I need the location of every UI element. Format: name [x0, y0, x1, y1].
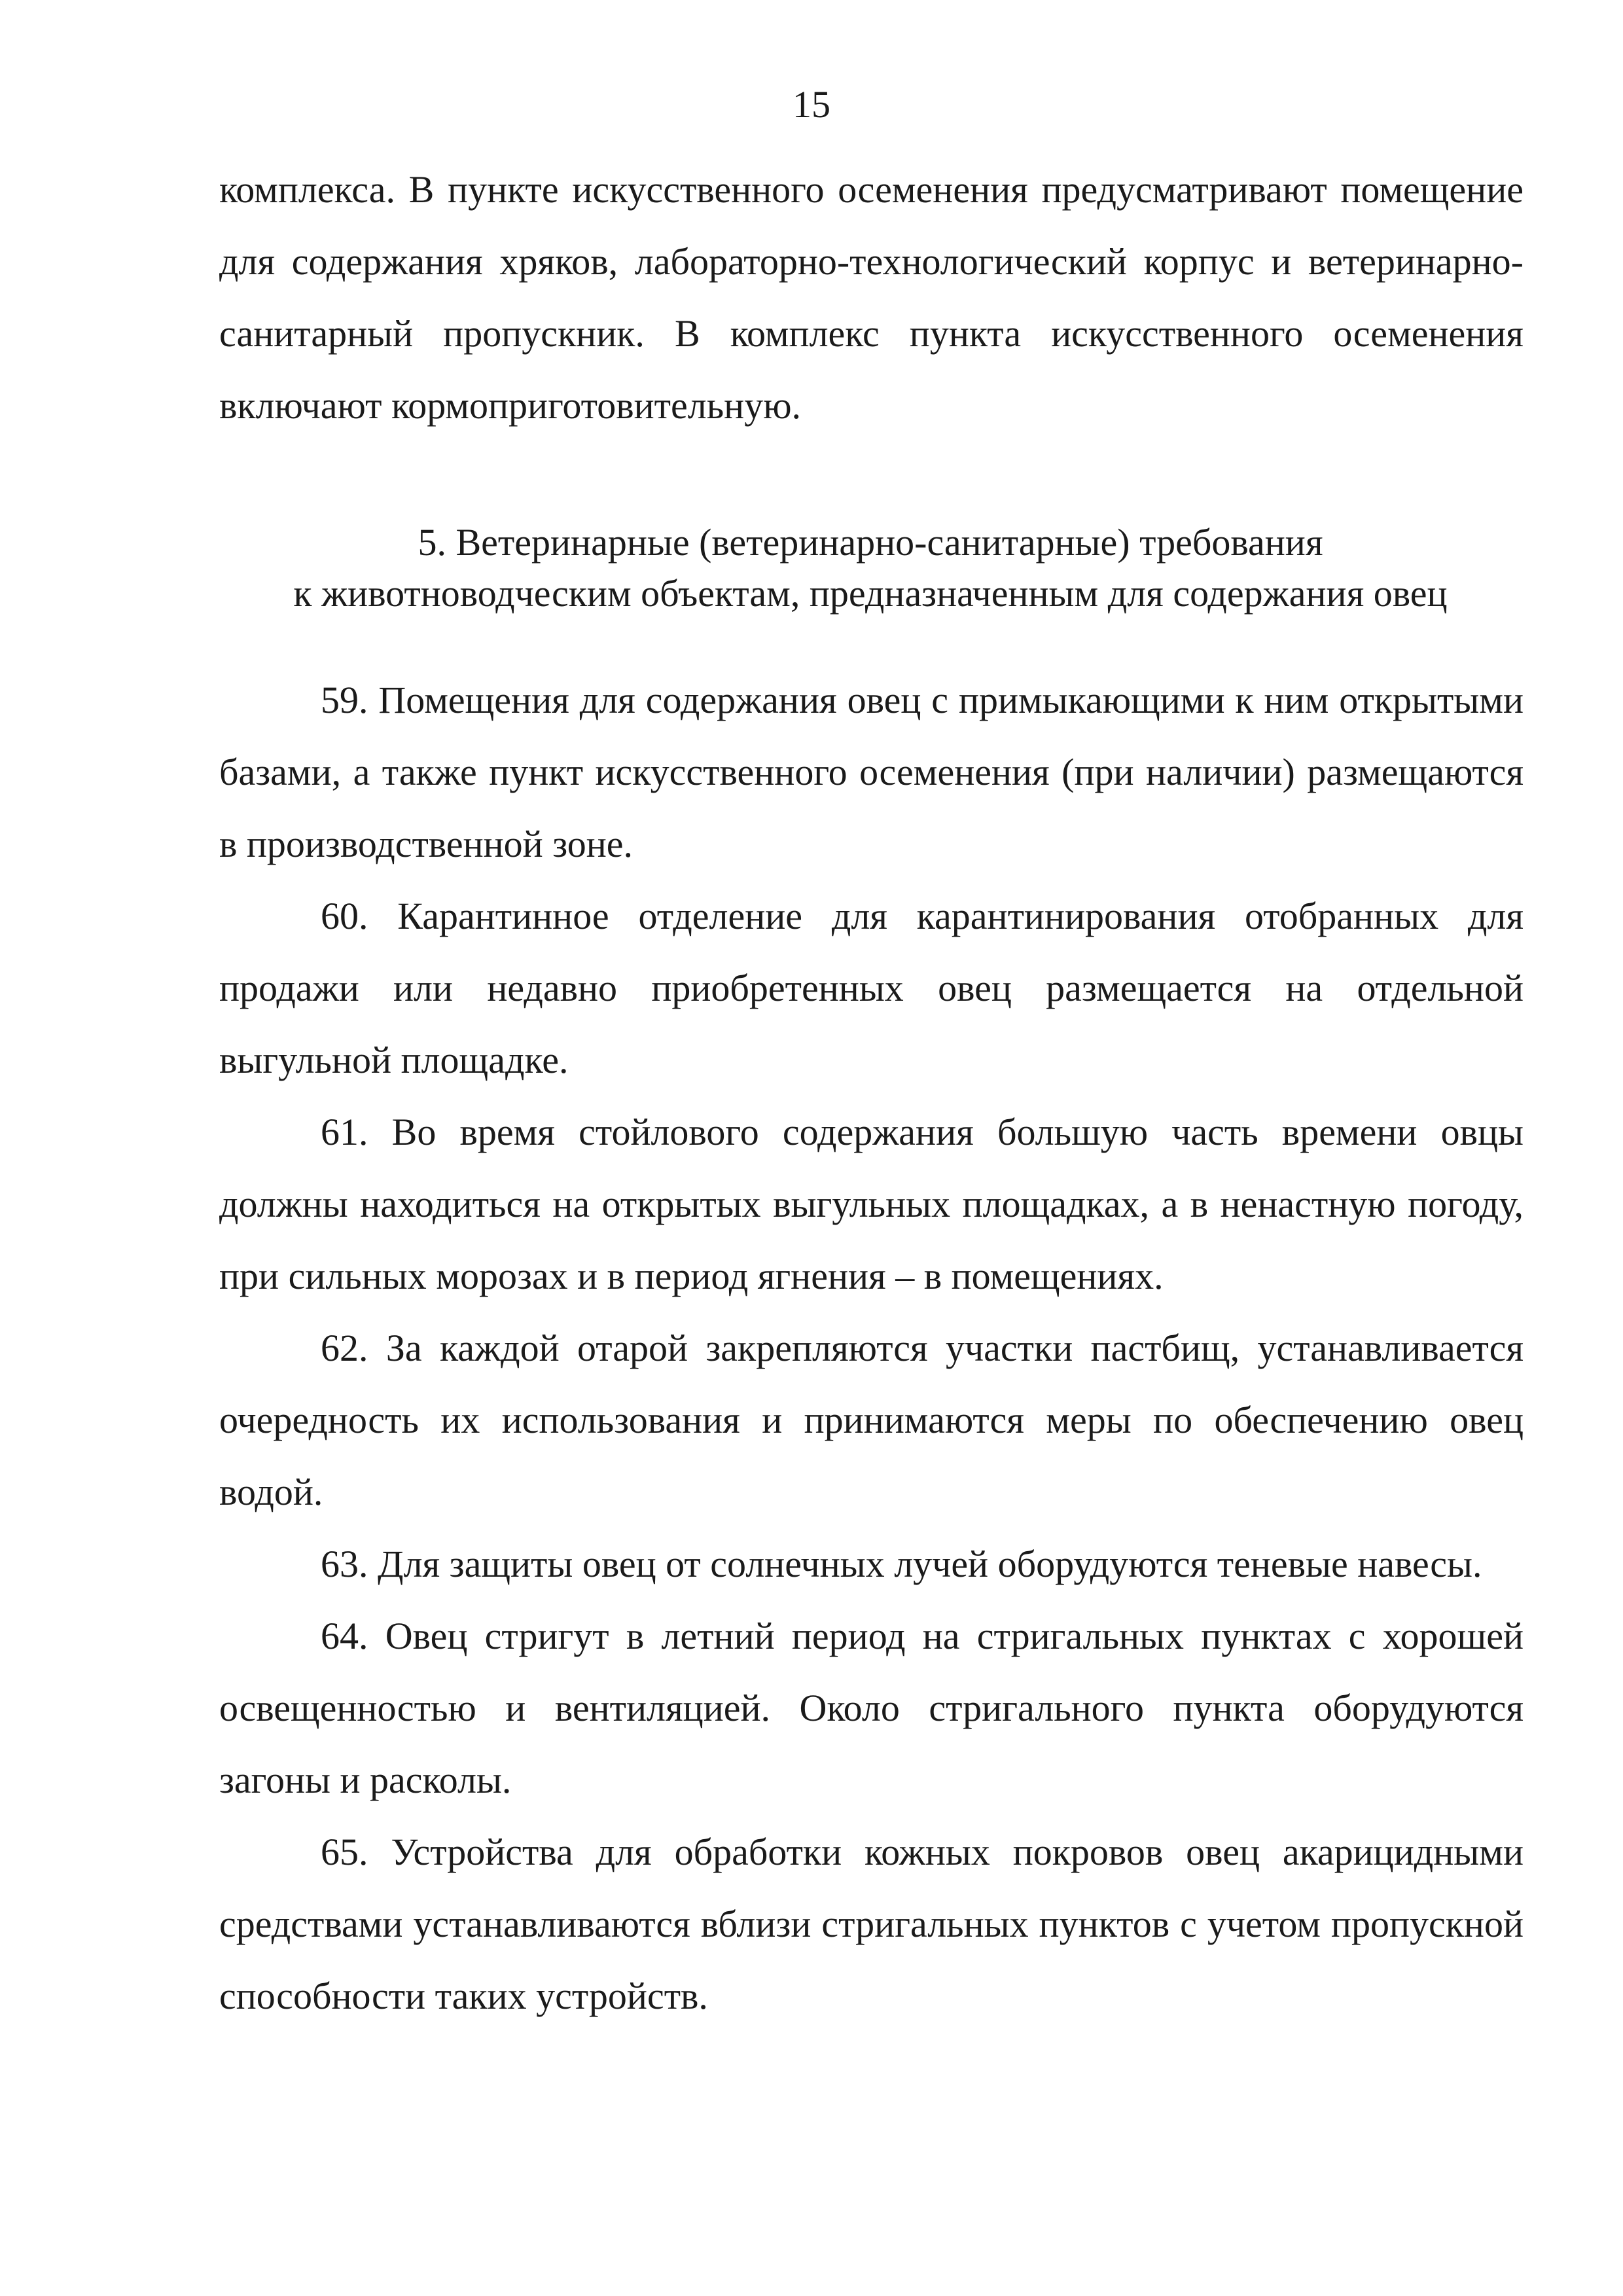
- paragraph-number: 63.: [321, 1543, 368, 1585]
- paragraph-text: Овец стригут в летний период на стригальных пунктах с хорошей освещенностью и вентиляцией. Около стригального пункта оборудуются загоны и расколы.: [219, 1615, 1524, 1801]
- document-body-intro: [219, 154, 1524, 442]
- paragraph-65: [219, 1816, 1524, 2032]
- page-number: 15: [793, 83, 830, 126]
- paragraph-text: Для защиты овец от солнечных лучей оборудуются теневые навесы.: [378, 1543, 1482, 1585]
- paragraph-64: [219, 1600, 1524, 1816]
- paragraph-text: Карантинное отделение для карантинирования отобранных для продажи или недавно приобретенных овец размещается на отдельной выгульной площадке.: [219, 895, 1524, 1081]
- paragraph-59: [219, 664, 1524, 880]
- paragraph-61: [219, 1096, 1524, 1312]
- paragraph-number: 64.: [321, 1615, 368, 1657]
- paragraph-62: [219, 1312, 1524, 1528]
- paragraph-text: Помещения для содержания овец с примыкающими к ним открытыми базами, а также пункт искусственного осеменения (при наличии) размещаются в производственной зоне.: [219, 679, 1524, 865]
- paragraph-63: [219, 1528, 1524, 1600]
- paragraph-list: [219, 664, 1524, 2032]
- paragraph-text: Устройства для обработки кожных покровов овец акарицидными средствами устанавливаются вблизи стригальных пунктов с учетом пропускной способности таких устройств.: [219, 1831, 1524, 2017]
- paragraph-text: Во время стойлового содержания большую часть времени овцы должны находиться на открытых выгульных площадках, а в ненастную погоду, при сильных морозах и в период ягнения – в помещениях.: [219, 1111, 1524, 1297]
- paragraph-text: За каждой отарой закрепляются участки пастбищ, устанавливается очередность их использования и принимаются меры по обеспечению овец водой.: [219, 1327, 1524, 1513]
- section-heading-line-2: к животноводческим объектам, предназначенным для содержания овец: [293, 572, 1448, 615]
- section-heading-line-1: 5. Ветеринарные (ветеринарно-санитарные) требования: [418, 521, 1323, 564]
- paragraph-number: 62.: [321, 1327, 368, 1369]
- intro-paragraph: комплекса. В пункте искусственного осеменения предусматривают помещение для содержания хряков, лабораторно-технологический корпус и ветеринарно-санитарный пропускник. В комплекс пункта искусственного осеменения включают кормоприготовительную.: [219, 168, 1524, 427]
- section-heading: [196, 517, 1544, 619]
- paragraph-number: 65.: [321, 1831, 368, 1873]
- paragraph-number: 60.: [321, 895, 368, 937]
- paragraph-number: 59.: [321, 679, 368, 721]
- paragraph-60: [219, 880, 1524, 1096]
- paragraph-number: 61.: [321, 1111, 368, 1153]
